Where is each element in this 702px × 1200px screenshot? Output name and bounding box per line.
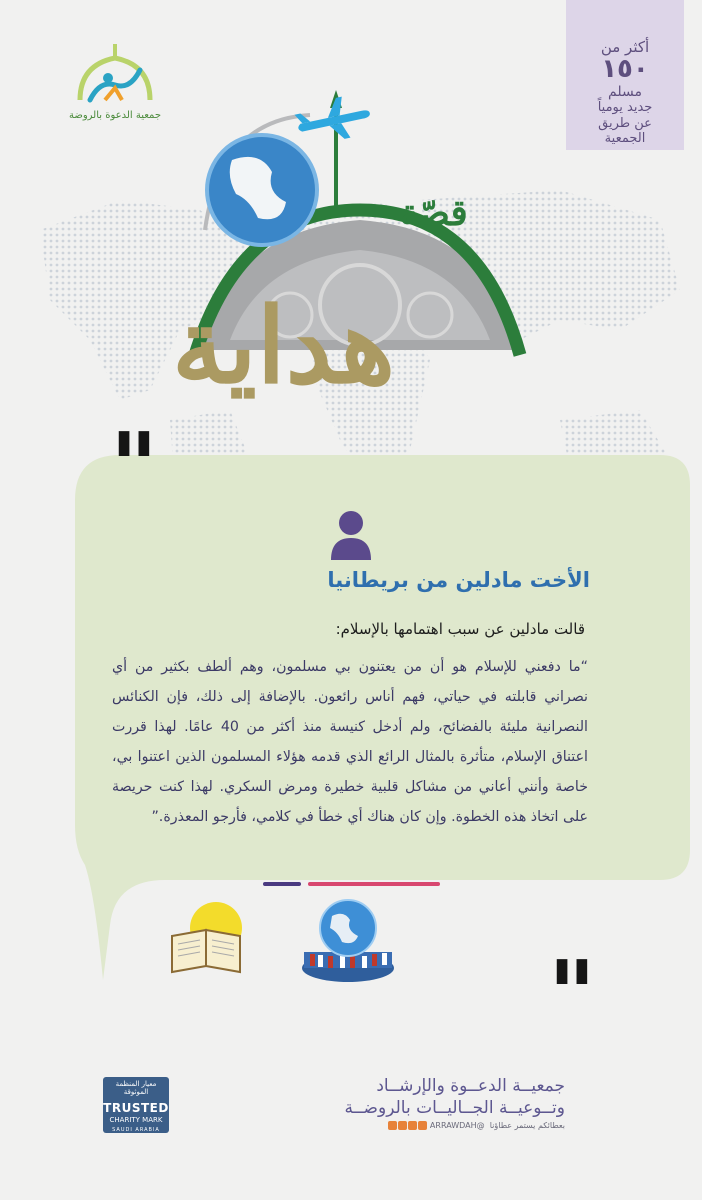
social-handle[interactable]: @ARRAWDAH xyxy=(429,1121,485,1130)
stats-ribbon xyxy=(566,0,684,150)
org-name-line-2: وتــوعيــة الجــاليــات بالروضــة xyxy=(344,1098,565,1118)
social-icon[interactable] xyxy=(408,1121,417,1130)
decorative-underline-pink xyxy=(308,882,440,886)
globe-with-people-icon xyxy=(298,898,398,984)
social-icon[interactable] xyxy=(388,1121,397,1130)
social-icon[interactable] xyxy=(398,1121,407,1130)
ribbon-line-5: الجمعية xyxy=(604,131,646,146)
dome-logo-icon xyxy=(60,40,170,110)
badge-country: SAUDI ARABIA xyxy=(112,1127,160,1133)
social-icon[interactable] xyxy=(418,1121,427,1130)
decorative-underline-purple xyxy=(263,882,301,886)
org-social-row xyxy=(175,1121,565,1130)
ribbon-line-2: مسلم xyxy=(608,84,642,100)
trusted-charity-badge xyxy=(103,1077,169,1133)
close-quote-mark: " xyxy=(548,940,596,1048)
book-icon xyxy=(168,900,246,974)
title-hidaya: هداية xyxy=(172,284,396,407)
badge-arabic-label: معيار المنظمة الموثوقة xyxy=(115,1080,157,1096)
person-icon xyxy=(329,510,373,562)
logo-caption: جمعية الدعوة بالروضة xyxy=(68,110,162,121)
ribbon-number: ١٥٠ xyxy=(601,54,649,84)
org-name-line-1: جمعيــة الدعــوة والإرشــاد xyxy=(376,1076,565,1096)
title-qissa: قصّة xyxy=(400,192,468,234)
ribbon-line-4: عن طريق xyxy=(598,116,652,131)
ribbon-line-1: أكثر من xyxy=(600,38,650,56)
association-logo xyxy=(60,40,170,130)
org-slogan: بعطائكم يستمر عطاؤنا xyxy=(489,1121,565,1130)
story-text: “ما دفعني للإسلام هو أن من يعتنون بي مسلمون، وهم ألطف بكثير من أي نصراني قابلته في حياتي، فهم أناس رائعون. بالإضافة إلى ذلك، فإن الكنائس النصرانية مليئة بالفضائح، ولم أدخل كنيسة منذ أكثر من 40 عامًا. لهذا قررت اعتناق الإسلام، متأثرة بالمثال الرائع الذي قدمه هؤلاء المسلمون الذين اعتنوا بي، خاصة وأنني أعاني من مشاكل قلبية خطيرة ومرض السكري. لهذا كنت حريصة على اتخاذ هذه الخطوة. وإن كان هناك أي خطأ في كلامي، فأرجو المعذرة.” xyxy=(112,659,588,825)
story-intro: قالت مادلين عن سبب اهتمامها بالإسلام: xyxy=(335,620,585,638)
badge-trusted: TRUSTED xyxy=(103,1101,169,1115)
story-person-name: الأخت مادلين من بريطانيا xyxy=(327,568,590,592)
ribbon-line-3: جديد يومياً xyxy=(597,100,653,115)
badge-charity-mark: CHARITY MARK xyxy=(109,1116,163,1124)
open-quote-mark: " xyxy=(110,412,158,520)
